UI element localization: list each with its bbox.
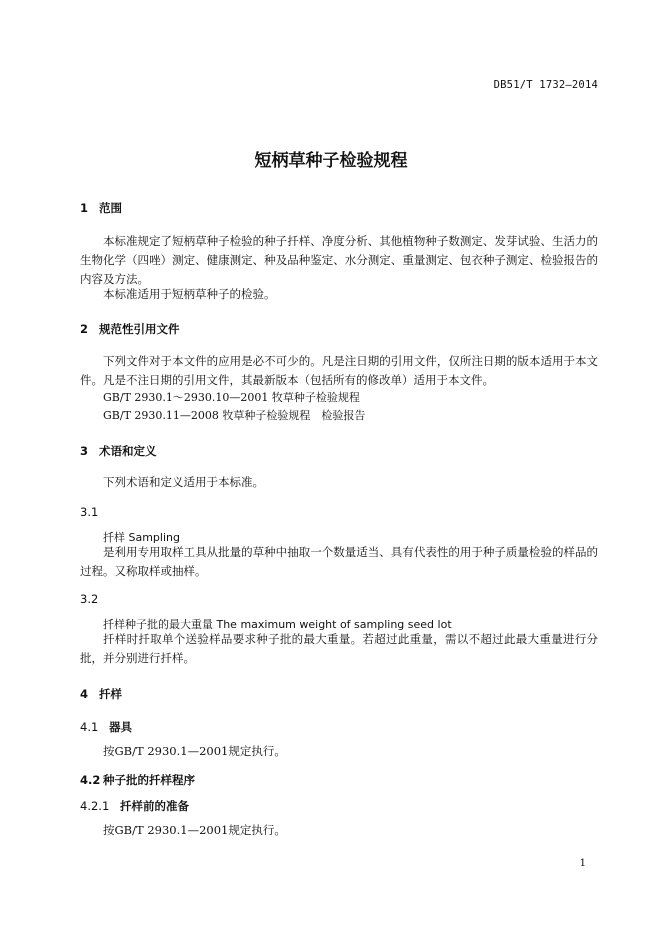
- section-title: 范围: [99, 201, 122, 215]
- subsection-4-1-text: 按GB/T 2930.1—2001规定执行。: [103, 744, 286, 758]
- document-title: 短柄草种子检验规程: [254, 151, 408, 171]
- term-3-2-name: 扦样种子批的最大重量 The maximum weight of sampling seed lot: [103, 618, 452, 631]
- term-3-1-number: 3.1: [80, 505, 99, 519]
- section-3-heading: [80, 443, 157, 459]
- section-1-paragraph-2: 本标准适用于短柄草种子的检验。: [103, 287, 276, 301]
- term-3-2-definition: 扦样时扦取单个送验样品要求种子批的最大重量。若超过此重量，需以不超过此最大重量进行分批，并分别进行扦样。: [80, 632, 598, 665]
- section-2-paragraph-1: 下列文件对于本文件的应用是必不可少的。凡是注日期的引用文件，仅所注日期的版本适用于本文件。凡是不注日期的引用文件，其最新版本（包括所有的修改单）适用于本文件。: [80, 354, 598, 387]
- section-3-paragraph-1: 下列术语和定义适用于本标准。: [103, 475, 264, 489]
- subsection-number: 4.1: [80, 720, 99, 734]
- section-1-paragraph-1: 本标准规定了短柄草种子检验的种子扦样、净度分析、其他植物种子数测定、发芽试验、生活力的生物化学（四唑）测定、健康测定、种及品种鉴定、水分测定、重量测定、包衣种子测定、检验报告的内容及方法。: [80, 234, 598, 286]
- section-title: 术语和定义: [99, 444, 157, 458]
- subsection-title: 扦样前的准备: [120, 799, 189, 813]
- section-title: 扦样: [99, 687, 122, 701]
- subsection-4-2-1-text: 按GB/T 2930.1—2001规定执行。: [103, 823, 286, 837]
- subsection-number: 4.2: [80, 773, 101, 787]
- reference-item-1: GB/T 2930.1～2930.10—2001 牧草种子检验规程: [103, 391, 360, 404]
- subsection-4-2-heading: [80, 772, 195, 788]
- section-number: 3: [80, 444, 89, 458]
- subsection-number: 4.2.1: [80, 799, 110, 813]
- term-3-1-name: 扦样 Sampling: [103, 531, 180, 544]
- section-number: 1: [80, 201, 89, 215]
- page-number: 1: [579, 858, 586, 869]
- section-2-heading: [80, 321, 180, 337]
- subsection-title: 器具: [109, 720, 132, 734]
- subsection-title: 种子批的扦样程序: [103, 773, 195, 787]
- subsection-4-2-1-heading: [80, 798, 189, 814]
- document-id: DB51/T 1732—2014: [493, 79, 598, 91]
- term-3-2-number: 3.2: [80, 592, 99, 606]
- subsection-4-1-heading: [80, 719, 132, 735]
- section-number: 2: [80, 322, 89, 336]
- section-number: 4: [80, 687, 89, 701]
- term-3-1-definition: 是利用专用取样工具从批量的草种中抽取一个数量适当、具有代表性的用于种子质量检验的样品的过程。又称取样或抽样。: [80, 545, 598, 578]
- section-4-heading: [80, 686, 122, 702]
- section-title: 规范性引用文件: [99, 322, 180, 336]
- section-1-heading: [80, 200, 122, 216]
- reference-item-2: GB/T 2930.11—2008 牧草种子检验规程 检验报告: [103, 409, 366, 422]
